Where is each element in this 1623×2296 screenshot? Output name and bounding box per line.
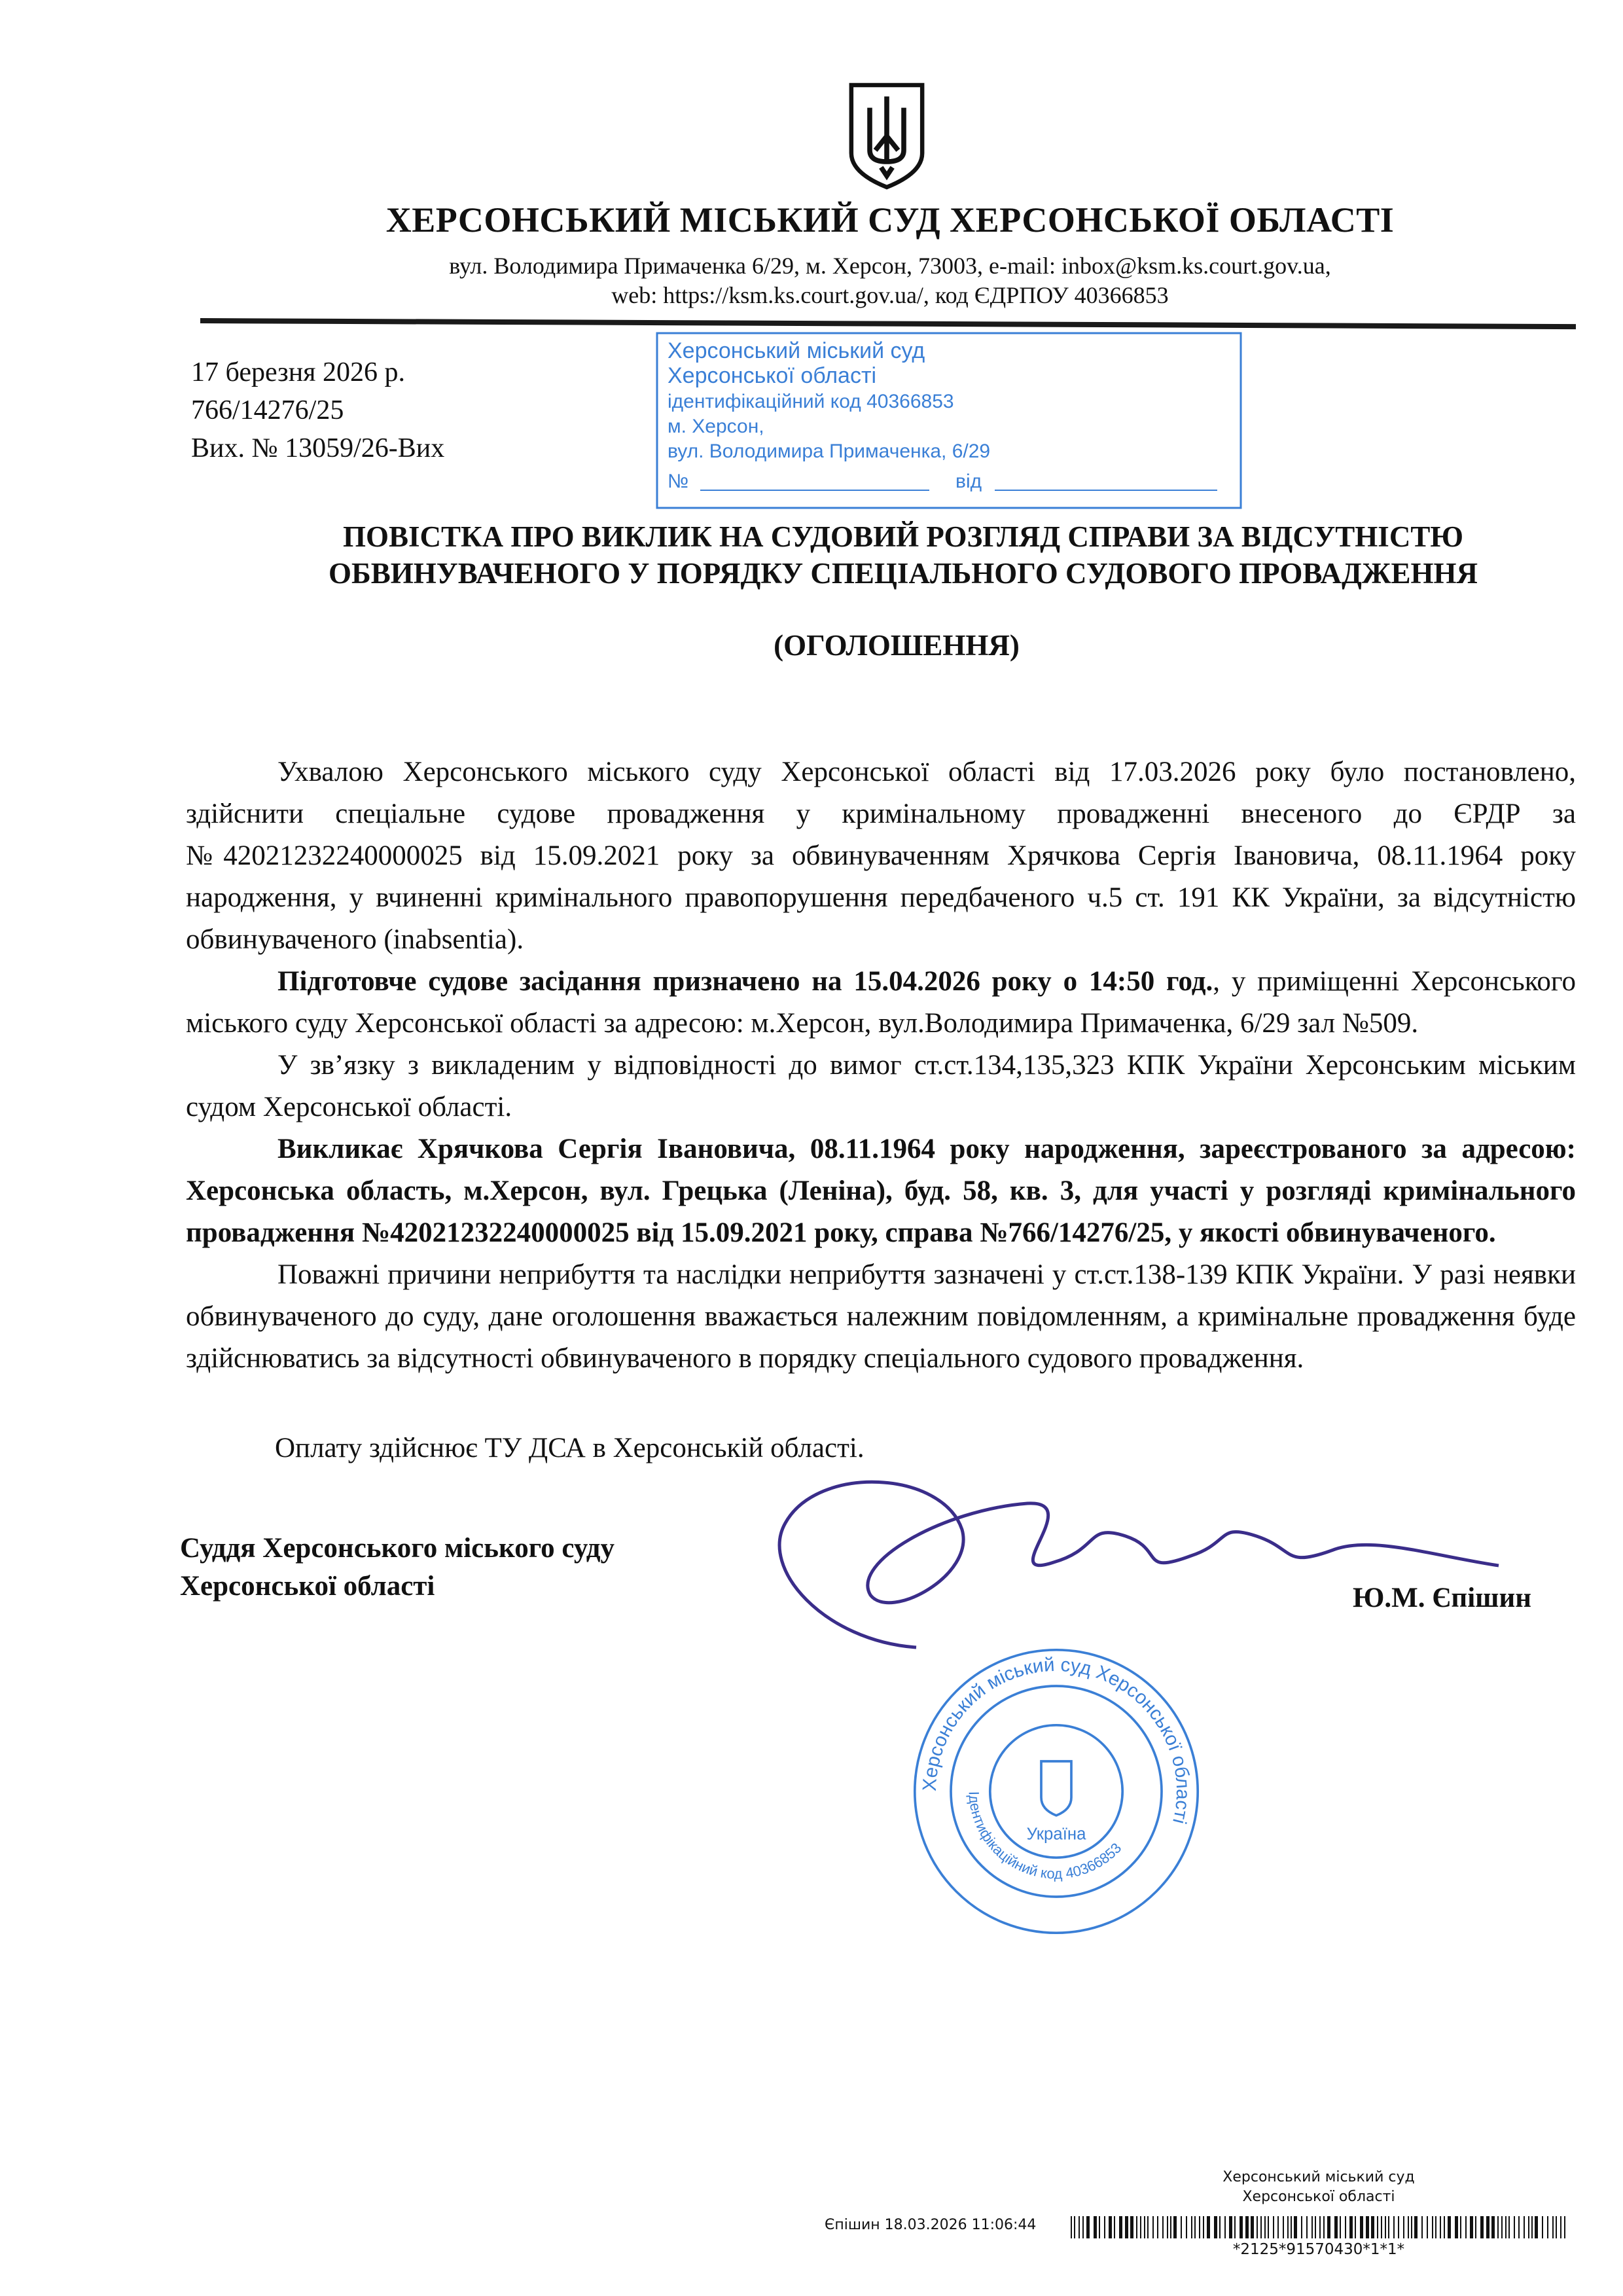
paragraph-hearing — [186, 961, 1576, 1045]
barcode-bar — [1552, 2216, 1554, 2238]
barcode-bar — [1385, 2216, 1386, 2238]
barcode-bar — [1207, 2216, 1210, 2238]
footer-court — [1178, 2168, 1459, 2207]
judge-title — [180, 1530, 615, 1605]
barcode-bar — [1497, 2216, 1499, 2238]
barcode-bar — [1371, 2216, 1374, 2238]
svg-text:Україна: Україна — [1026, 1825, 1086, 1844]
outgoing-number: Вих. № 13059/26-Вих — [191, 433, 445, 463]
paragraph-ruling: Ухвалою Херсонського міського суду Херсонської області від 17.03.2026 року було постановлено, здійснити спеціальне судове провадження у кримінальному провадженні внесеного до ЄРДР за №42021232240000025 від 15.09.2021 року за обвинуваченням Хрячкова Сергія Івановича, 08.11.1964 року народження, у вчиненні кримінального правопорушення передбаченого ч.5 ст. 191 КК України, за відсутністю обвинуваченого (inabsentia). — [186, 757, 1576, 955]
barcode-bar — [1268, 2216, 1269, 2238]
barcode-bar — [1398, 2216, 1399, 2238]
barcode-bar — [1240, 2216, 1243, 2238]
barcode-bar — [1349, 2216, 1353, 2238]
barcode-bar — [1130, 2216, 1133, 2238]
barcode-bar — [1556, 2216, 1557, 2238]
document-body — [186, 751, 1576, 1380]
barcode-bar — [1114, 2216, 1115, 2238]
barcode-bar — [1251, 2216, 1254, 2238]
barcode-bar — [1421, 2216, 1423, 2238]
barcode-bar — [1444, 2216, 1445, 2238]
barcode-bar — [1291, 2216, 1292, 2238]
barcode-bar — [1535, 2216, 1538, 2238]
barcode-number: *2125*91570430*1*1* — [1232, 2241, 1405, 2258]
svg-text:ідентифікаційний код 40366853: ідентифікаційний код 40366853 — [668, 391, 954, 412]
barcode-bar — [1315, 2216, 1316, 2238]
summons-text: Викликає Хрячкова Сергія Івановича, 08.11.1964 року народження, зареєстрованого за адресою: Херсонська область, м.Херсон, вул. Грецька (Леніна), буд. 58, кв. 3, для участі у розгляді кримінального провадження №42021232240000025 від 15.09.2021 року, справа №766/14276/25, у якості обвинуваченого. — [186, 1134, 1576, 1248]
barcode-bar — [1287, 2216, 1289, 2238]
svg-text:Херсонський міський суд: Херсонський міський суд — [668, 338, 925, 363]
barcode-bar — [1455, 2216, 1458, 2238]
barcode-bar — [1411, 2216, 1412, 2238]
barcode — [1071, 2216, 1568, 2238]
barcode-bar — [1377, 2216, 1378, 2238]
barcode-bar — [1301, 2216, 1302, 2238]
barcode-bar — [1074, 2216, 1075, 2238]
svg-text:Ідентифікаційний код 40366853: Ідентифікаційний код 40366853 — [965, 1791, 1125, 1882]
document-heading — [216, 518, 1590, 592]
barcode-bar — [1224, 2216, 1226, 2238]
barcode-bar — [1531, 2216, 1533, 2238]
barcode-bar — [1283, 2216, 1284, 2238]
barcode-bar — [1260, 2216, 1262, 2238]
barcode-bar — [1245, 2216, 1249, 2238]
barcode-bar — [1514, 2216, 1515, 2238]
barcode-bar — [1229, 2216, 1232, 2238]
barcode-bar — [1140, 2216, 1141, 2238]
barcode-bar — [1319, 2216, 1321, 2238]
barcode-bar — [1306, 2216, 1308, 2238]
case-number: 766/14276/25 — [191, 395, 344, 425]
barcode-bar — [1414, 2216, 1418, 2238]
barcode-bar — [1147, 2216, 1149, 2238]
barcode-bar — [1448, 2216, 1451, 2238]
court-web-code: web: https://ksm.ks.court.gov.ua/, код ЄДРПОУ 40366853 — [611, 282, 1169, 308]
heading-line-1: ПОВІСТКА ПРО ВИКЛИК НА СУДОВИЙ РОЗГЛЯД СПРАВИ ЗА ВІДСУТНІСТЮ — [343, 520, 1463, 553]
judge-title-line-2: Херсонської області — [180, 1571, 435, 1602]
barcode-bar — [1501, 2216, 1503, 2238]
document-meta — [191, 353, 444, 467]
barcode-bar — [1355, 2216, 1356, 2238]
barcode-bar — [1162, 2216, 1164, 2238]
barcode-bar — [1104, 2216, 1105, 2238]
round-seal — [906, 1641, 1207, 1942]
barcode-bar — [1381, 2216, 1382, 2238]
svg-text:від: від — [955, 471, 982, 492]
barcode-bar — [1547, 2216, 1548, 2238]
barcode-bar — [1440, 2216, 1441, 2238]
footer-court-line-1: Херсонський міський суд — [1222, 2169, 1415, 2185]
barcode-bar — [1294, 2216, 1297, 2238]
judge-title-line-1: Суддя Херсонського міського суду — [180, 1533, 615, 1564]
barcode-bar — [1460, 2216, 1461, 2238]
barcode-bar — [1109, 2216, 1112, 2238]
payment-note: Оплату здійснює ТУ ДСА в Херсонській області. — [275, 1433, 865, 1463]
barcode-bar — [1393, 2216, 1395, 2238]
barcode-bar — [1186, 2216, 1187, 2238]
judge-name: Ю.М. Єпішин — [1353, 1583, 1531, 1613]
barcode-bar — [1508, 2216, 1510, 2238]
barcode-bar — [1542, 2216, 1543, 2238]
svg-text:№: № — [668, 471, 689, 492]
header-divider — [200, 318, 1576, 329]
barcode-bar — [1345, 2216, 1346, 2238]
barcode-bar — [1435, 2216, 1436, 2238]
signature-block — [180, 1530, 1576, 1621]
barcode-bar — [1408, 2216, 1409, 2238]
barcode-bar — [1327, 2216, 1330, 2238]
barcode-bar — [1518, 2216, 1520, 2238]
signer-timestamp: Єпішин 18.03.2026 11:06:44 — [825, 2217, 1037, 2233]
heading-line-2: ОБВИНУВАЧЕНОГО У ПОРЯДКУ СПЕЦІАЛЬНОГО СУДОВОГО ПРОВАДЖЕННЯ — [328, 557, 1478, 590]
barcode-bar — [1360, 2216, 1363, 2238]
barcode-bar — [1144, 2216, 1145, 2238]
barcode-bar — [1277, 2216, 1279, 2238]
barcode-bar — [1079, 2216, 1080, 2238]
barcode-bar — [1199, 2216, 1200, 2238]
barcode-bar — [1366, 2216, 1369, 2238]
barcode-bar — [1167, 2216, 1168, 2238]
barcode-bar — [1323, 2216, 1325, 2238]
barcode-bar — [1480, 2216, 1484, 2238]
barcode-bar — [1219, 2216, 1221, 2238]
barcode-bar — [1099, 2216, 1100, 2238]
barcode-bar — [1214, 2216, 1217, 2238]
barcode-bar — [1564, 2216, 1565, 2238]
svg-text:вул. Володимира Примаченка, 6/: вул. Володимира Примаченка, 6/29 — [668, 440, 991, 462]
barcode-bar — [1427, 2216, 1428, 2238]
barcode-bar — [1086, 2216, 1090, 2238]
barcode-bar — [1273, 2216, 1274, 2238]
judge-signature — [746, 1451, 1518, 1660]
barcode-bar — [1475, 2216, 1476, 2238]
court-address: вул. Володимира Примаченка 6/29, м. Херсон, 73003, e-mail: inbox@ksm.ks.court.gov.ua, — [449, 253, 1331, 279]
barcode-bar — [1465, 2216, 1467, 2238]
barcode-bar — [1136, 2216, 1137, 2238]
paragraph-basis: У зв’язку з викладеним у відповідності до вимог ст.ст.134,135,323 КПК України Херсонським міським судом Херсонської області. — [186, 1050, 1576, 1122]
barcode-bar — [1491, 2216, 1495, 2238]
barcode-bar — [1082, 2216, 1084, 2238]
barcode-bar — [1560, 2216, 1561, 2238]
barcode-bar — [1234, 2216, 1236, 2238]
barcode-bar — [1311, 2216, 1313, 2238]
barcode-bar — [1528, 2216, 1529, 2238]
barcode-bar — [1203, 2216, 1204, 2238]
barcode-bar — [1470, 2216, 1473, 2238]
paragraph-summons — [186, 1128, 1576, 1254]
hearing-location: , у приміщенні Херсонського міського суду Херсонської області за адресою: м.Херсон, вул.Володимира Примаченка, 6/29 зал №509. — [186, 966, 1576, 1039]
barcode-bar — [1173, 2216, 1177, 2238]
barcode-bar — [1119, 2216, 1122, 2238]
document-date: 17 березня 2026 р. — [191, 357, 405, 387]
svg-text:Херсонської області: Херсонської області — [668, 363, 877, 388]
barcode-bar — [1191, 2216, 1192, 2238]
barcode-bar — [1388, 2216, 1389, 2238]
coat-of-arms-icon — [844, 77, 929, 195]
barcode-bar — [1340, 2216, 1341, 2238]
footer-court-line-2: Херсонської області — [1242, 2189, 1395, 2205]
svg-text:Херсонський міський суд Херсон: Херсонський міський суд Херсонської області — [918, 1653, 1194, 1826]
barcode-bar — [1094, 2216, 1097, 2238]
barcode-bar — [1403, 2216, 1404, 2238]
paragraph-consequences: Поважні причини неприбуття та наслідки неприбуття зазначені у ст.ст.138-139 КПК України. У разі неявки обвинуваченого до суду, дане оголошення вважається належним повідомленням, а кримінальне провадження буде здійснюватись за відсутності обвинуваченого в порядку спеціального судового провадження. — [186, 1259, 1576, 1374]
hearing-date: Підготовче судове засідання призначено на 15.04.2026 року о 14:50 год. — [277, 966, 1213, 997]
barcode-bar — [1194, 2216, 1196, 2238]
barcode-bar — [1152, 2216, 1154, 2238]
registration-stamp — [654, 331, 1243, 511]
barcode-bar — [1157, 2216, 1158, 2238]
barcode-bar — [1432, 2216, 1433, 2238]
barcode-bar — [1505, 2216, 1507, 2238]
barcode-bar — [1170, 2216, 1171, 2238]
barcode-bar — [1334, 2216, 1338, 2238]
barcode-bar — [1181, 2216, 1182, 2238]
document-content — [180, 751, 1576, 1942]
barcode-bar — [1257, 2216, 1258, 2238]
announcement-label: (ОГОЛОШЕННЯ) — [774, 629, 1020, 662]
svg-text:м. Херсон,: м. Херсон, — [668, 416, 764, 437]
barcode-bar — [1125, 2216, 1128, 2238]
barcode-bar — [1264, 2216, 1266, 2238]
barcode-bar — [1524, 2216, 1525, 2238]
court-title: ХЕРСОНСЬКИЙ МІСЬКИЙ СУД ХЕРСОНСЬКОЇ ОБЛАСТІ — [385, 200, 1395, 240]
barcode-bar — [1486, 2216, 1489, 2238]
barcode-bar — [1071, 2216, 1072, 2238]
